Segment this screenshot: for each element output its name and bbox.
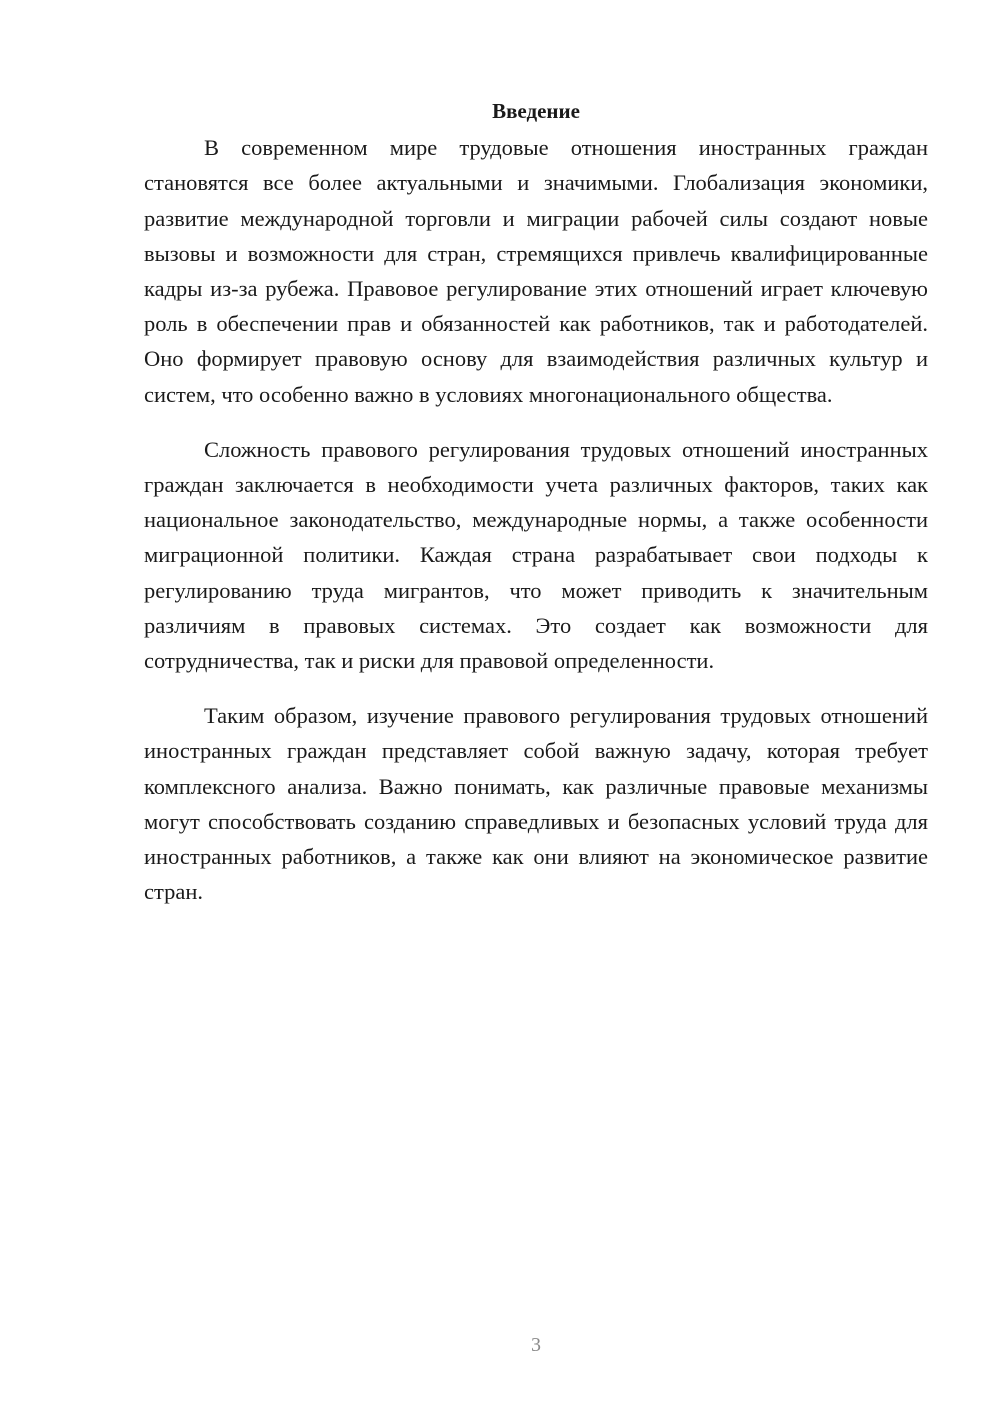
section-title: Введение [492,99,580,123]
paragraph-2: Сложность правового регулирования трудовых отношений иностранных граждан заключается в необходимости учета различных факторов, таких как национальное законодательство, международные нормы, а также особенности миграционной политики. Каждая страна разрабатывает свои подходы к регулированию труда мигрантов, что может приводить к значительным различиям в правовых системах. Это создает как возможности для сотрудничества, так и риски для правовой определенности. [144,436,928,674]
paragraph-1: В современном мире трудовые отношения иностранных граждан становятся все более актуальными и значимыми. Глобализация экономики, развитие международной торговли и миграции рабочей силы создают новые вызовы и возможности для стран, стремящихся привлечь квалифицированные кадры из-за рубежа. Правовое регулирование этих отношений играет ключевую роль в обеспечении прав и обязанностей как работников, так и работодателей. Оно формирует правовую основу для взаимодействия различных культур и систем, что особенно важно в условиях многонационального общества. [144,135,928,407]
page-number: 3 [531,1334,541,1356]
paragraph-3: Таким образом, изучение правового регулирования трудовых отношений иностранных граждан представляет собой важную задачу, которая требует комплексного анализа. Важно понимать, как различные правовые механизмы могут способствовать созданию справедливых и безопасных условий труда для иностранных работников, а также как они влияют на экономическое развитие стран. [144,703,928,905]
page-content [144,94,928,929]
